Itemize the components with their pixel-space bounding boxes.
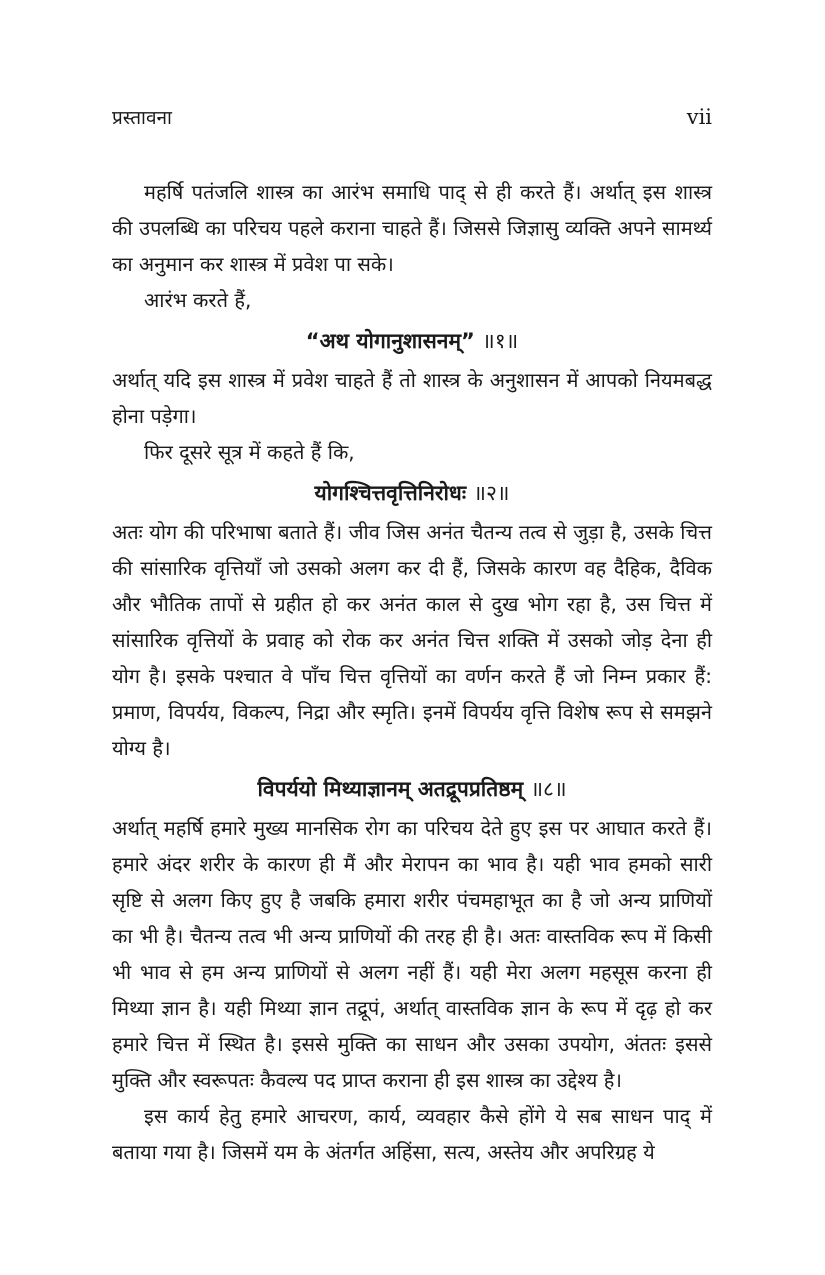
paragraph: इस कार्य हेतु हमारे आचरण, कार्य, व्यवहार कैसे होंगे ये सब साधन पाद् में बताया गया है। जिसमें यम के अंतर्गत अहिंसा, सत्य, अस्तेय और अपरिग्रह ये	[112, 1104, 712, 1164]
paragraph: अतः योग की परिभाषा बताते हैं। जीव जिस अनंत चैतन्य तत्व से जुड़ा है, उसके चित्त की सांसारिक वृत्तियाँ जो उसको अलग कर दी हैं, जिसके कारण वह दैहिक, दैविक और भौतिक तापों से ग्रहीत हो कर अनंत काल से दुख भोग रहा है, उस चित्त में सांसारिक वृत्तियों के प्रवाह को रोक कर अनंत चित्त शक्ति में उसको जोड़ देना ही योग है। इसके पश्चात वे पाँच चित्त वृत्तियों का वर्णन करते हैं जो निम्न प्रकार हैं: प्रमाण, विपर्यय, विकल्प, निद्रा और स्मृति। इनमें विपर्यय वृत्ति विशेष रूप से समझने योग्य है।	[112, 520, 712, 760]
sutra-text: “अथ योगानुशासनम्”	[305, 329, 475, 353]
sutra-verse	[112, 770, 712, 808]
book-page	[112, 104, 712, 1170]
sutra-number: ॥१॥	[482, 329, 519, 353]
sutra-text: योगश्चित्तवृत्तिनिरोधः	[314, 481, 467, 505]
page-body	[112, 174, 712, 1170]
paragraph: अर्थात् यदि इस शास्त्र में प्रवेश चाहते हैं तो शास्त्र के अनुशासन में आपको नियमबद्ध होना पड़ेगा।	[112, 368, 712, 428]
sutra-number: ॥८॥	[530, 777, 567, 801]
section-title: प्रस्तावना	[112, 107, 172, 129]
paragraph: फिर दूसरे सूत्र में कहते हैं कि,	[144, 440, 355, 464]
running-header	[112, 104, 712, 144]
page-number: vii	[686, 105, 712, 129]
paragraph: आरंभ करते हैं,	[144, 288, 252, 312]
paragraph: महर्षि पतंजलि शास्त्र का आरंभ समाधि पाद् से ही करते हैं। अर्थात् इस शास्त्र की उपलब्धि का परिचय पहले कराना चाहते हैं। जिससे जिज्ञासु व्यक्ति अपने सामर्थ्य का अनुमान कर शास्त्र में प्रवेश पा सके।	[112, 180, 712, 276]
sutra-text: विपर्ययो मिथ्याज्ञानम् अतद्रूपप्रतिष्ठम्	[257, 777, 524, 801]
sutra-verse	[112, 322, 712, 360]
sutra-number: ॥२॥	[473, 481, 510, 505]
paragraph: अर्थात् महर्षि हमारे मुख्य मानसिक रोग का परिचय देते हुए इस पर आघात करते हैं। हमारे अंदर शरीर के कारण ही मैं और मेरापन का भाव है। यही भाव हमको सारी सृष्टि से अलग किए हुए है जबकि हमारा शरीर पंचमहाभूत का है जो अन्य प्राणियों का भी है। चैतन्य तत्व भी अन्य प्राणियों की तरह ही है। अतः वास्तविक रूप में किसी भी भाव से हम अन्य प्राणियों से अलग नहीं हैं। यही मेरा अलग महसूस करना ही मिथ्या ज्ञान है। यही मिथ्या ज्ञान तद्रूपं, अर्थात् वास्तविक ज्ञान के रूप में दृढ़ हो कर हमारे चित्त में स्थित है। इससे मुक्ति का साधन और उसका उपयोग, अंततः इससे मुक्ति और स्वरूपतः कैवल्य पद प्राप्त कराना ही इस शास्त्र का उद्देश्य है।	[112, 816, 712, 1092]
sutra-verse	[112, 474, 712, 512]
